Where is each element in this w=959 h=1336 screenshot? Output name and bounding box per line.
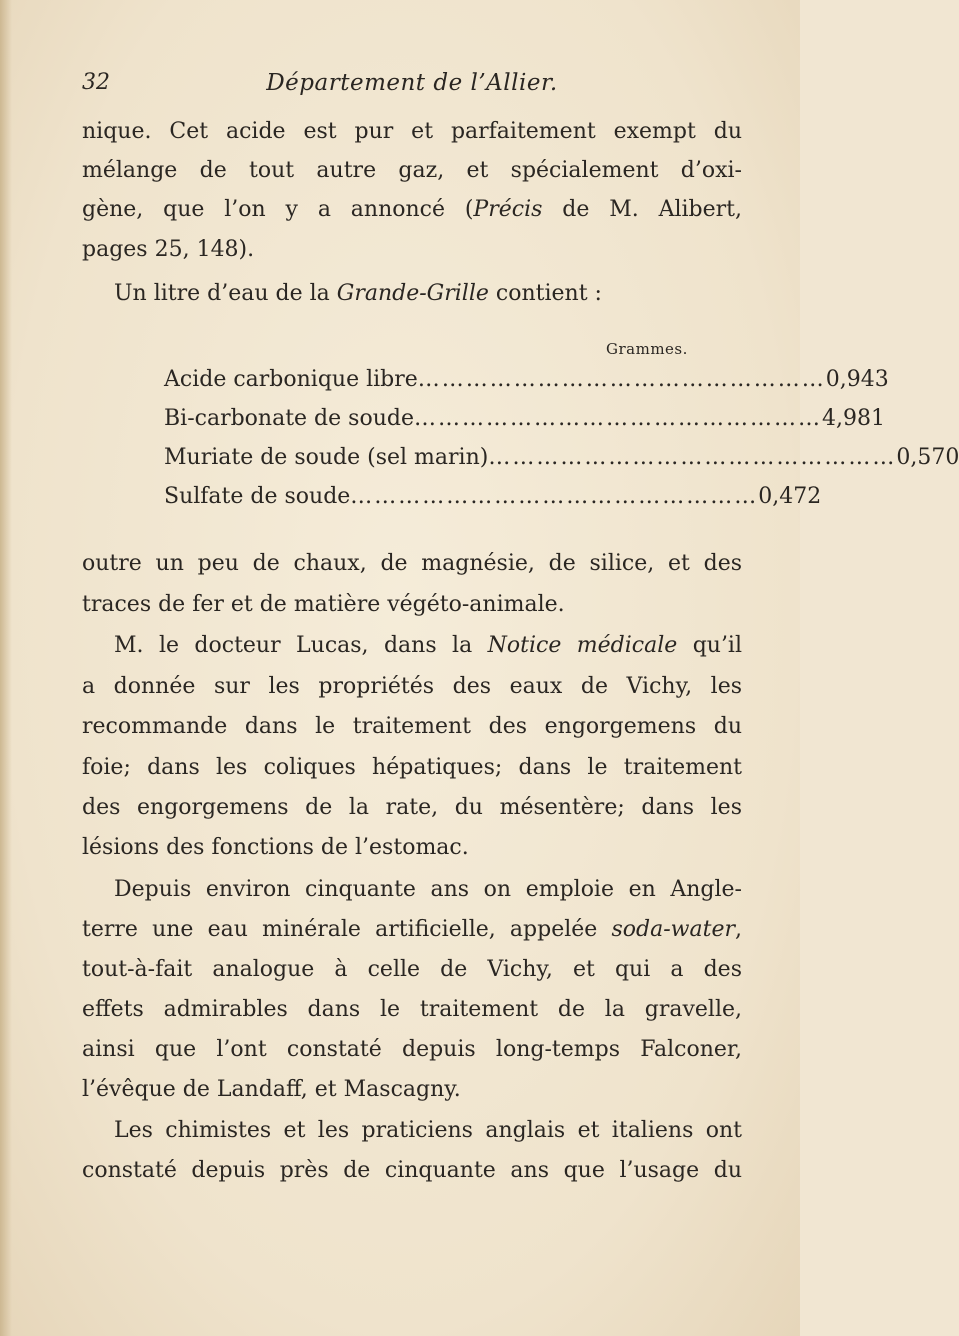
dot-leader: …………………………………………… (413, 406, 822, 431)
italic-title: Notice médicale (487, 633, 678, 658)
substance-name: Bi-carbonate de soude (164, 406, 414, 431)
unit-header: Grammes. (606, 340, 688, 358)
table-row (164, 406, 885, 436)
italic-term: soda-water (611, 917, 735, 942)
text-line: outre un peu de chaux, de magnésie, de silice, et des (82, 551, 742, 576)
text-line: effets admirables dans le traitement de la gravelle, (82, 997, 742, 1022)
text-line (82, 196, 742, 224)
text-line: traces de fer et de matière végéto-animale. (82, 592, 565, 617)
text-line: ainsi que l’ont constaté depuis long-temps Falconer, (82, 1037, 742, 1062)
text-line: Depuis environ cinquante ans on emploie en Angle- (114, 877, 742, 902)
table-row (164, 484, 822, 514)
text-span: qu’il (677, 633, 743, 658)
running-title: Département de l’Allier. (266, 70, 558, 96)
dot-leader: …………………………………………… (488, 445, 897, 470)
dot-leader: …………………………………………… (417, 367, 826, 392)
text-line: foie; dans les coliques hépatiques; dans le traitement (82, 755, 742, 780)
text-line: recommande dans le traitement des engorgemens du (82, 714, 742, 739)
text-span: gène, que l’on y a annoncé ( (82, 197, 474, 222)
text-span: , (735, 917, 742, 942)
text-line: mélange de tout autre gaz, et spécialement d’oxi- (82, 158, 742, 183)
text-line: a donnée sur les propriétés des eaux de Vichy, les (82, 674, 742, 699)
page-number: 32 (82, 70, 110, 95)
substance-value: 0,943 (825, 367, 889, 392)
table-row (164, 445, 959, 475)
text-line: pages 25, 148). (82, 237, 255, 262)
text-line: lésions des fonctions de l’estomac. (82, 835, 469, 860)
substance-value: 4,981 (821, 406, 885, 431)
substance-name: Acide carbonique libre (164, 367, 418, 392)
spring-name: Grande-Grille (336, 281, 489, 306)
text-span: M. le docteur Lucas, dans la (114, 633, 488, 658)
page-header (82, 70, 742, 110)
text-span: de M. Alibert, (542, 197, 742, 222)
text-line: l’évêque de Landaff, et Mascagny. (82, 1077, 461, 1102)
substance-value: 0,570 (896, 445, 959, 470)
text-line: nique. Cet acide est pur et parfaitement exempt du (82, 119, 742, 144)
substance-value: 0,472 (758, 484, 822, 509)
text-line (114, 632, 742, 660)
text-line (82, 916, 742, 944)
text-line: Les chimistes et les praticiens anglais et italiens ont (114, 1118, 742, 1143)
text-line: constaté depuis près de cinquante ans que l’usage du (82, 1158, 742, 1183)
text-span: Un litre d’eau de la (114, 281, 337, 306)
page-gutter-shadow (0, 0, 12, 1336)
text-span: contient : (488, 281, 602, 306)
substance-name: Sulfate de soude (164, 484, 351, 509)
dot-leader: …………………………………………… (350, 484, 759, 509)
text-line: des engorgemens de la rate, du mésentère; dans les (82, 795, 742, 820)
text-line: tout-à-fait analogue à celle de Vichy, et qui a des (82, 957, 742, 982)
substance-name: Muriate de soude (sel marin) (164, 445, 489, 470)
table-intro (114, 280, 742, 308)
table-row (164, 367, 889, 397)
text-span: terre une eau minérale artificielle, appelée (82, 917, 612, 942)
italic-title: Précis (473, 197, 543, 222)
